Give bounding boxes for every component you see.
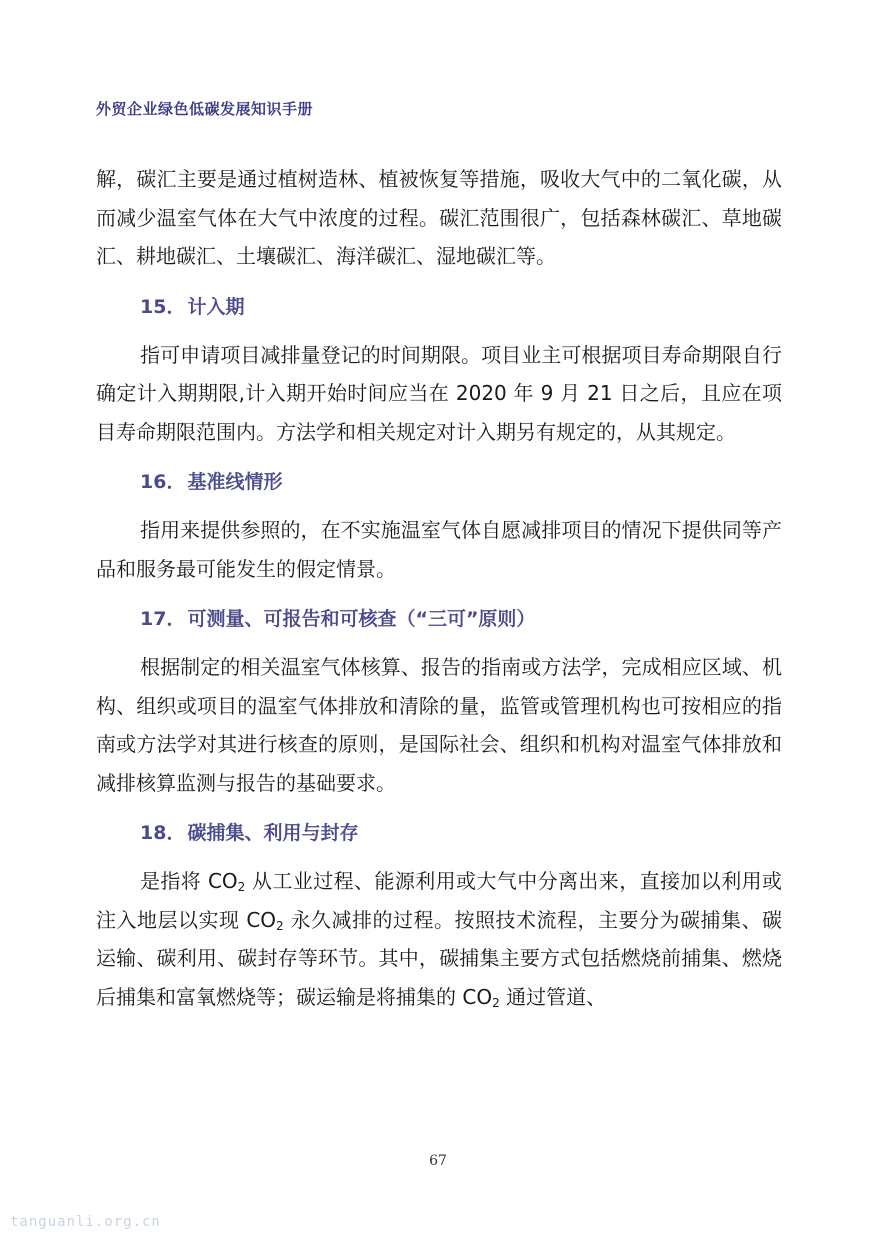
section-17-body: 根据制定的相关温室气体核算、报告的指南或方法学，完成相应区域、机构、组织或项目的温室气体排放和清除的量，监管或管理机构也可按相应的指南或方法学对其进行核查的原则，是国际社会、组织和机构对温室气体排放和减排核算监测与报告的基础要求。 (96, 655, 782, 795)
watermark: tanguanli.org.cn (10, 1214, 161, 1230)
section-title: 计入期 (187, 295, 245, 318)
running-header: 外贸企业绿色低碳发展知识手册 (96, 100, 314, 118)
body-text: 从工业过程、能源利用或大气中分离出来，直接加以利用或注入地层以实现 CO (96, 869, 782, 932)
section-number: 18． (140, 822, 186, 844)
body-text: 通过管道、 (499, 984, 607, 1009)
page-body (96, 160, 782, 1016)
section-number: 15． (140, 295, 186, 318)
section-15-body: 指可申请项目减排量登记的时间期限。项目业主可根据项目寿命期限自行确定计入期期限,计入期开始时间应当在 2020 年 9 月 21 日之后，且应在项目寿命期限范围内。方法学和相关规定对计入期另有规定的，从其规定。 (96, 342, 782, 444)
section-number: 16． (140, 471, 186, 493)
subscript: 2 (492, 995, 500, 1010)
section-title: 碳捕集、利用与封存 (187, 822, 359, 844)
section-number: 17． (140, 608, 186, 630)
section-16-body: 指用来提供参照的，在不实施温室气体自愿减排项目的情况下提供同等产品和服务最可能发生的假定情景。 (96, 518, 782, 581)
subscript: 2 (276, 918, 284, 933)
body-text: 是指将 CO (140, 869, 238, 893)
body-text: 永久减排的过程。按照技术流程，主要分为碳捕集、碳运输、碳利用、碳封存等环节。其中，碳捕集主要方式包括燃烧前捕集、燃烧后捕集和富氧燃烧等；碳运输是将捕集的 CO (96, 907, 782, 1009)
section-17-heading (96, 600, 782, 638)
section-18-body (96, 862, 782, 1016)
section-title: 基准线情形 (187, 471, 283, 493)
page-number: 67 (429, 1153, 447, 1169)
section-15-heading (96, 288, 782, 326)
subscript: 2 (237, 880, 246, 894)
section-title: 可测量、可报告和可核查（“三可”原则） (187, 608, 536, 630)
section-16-heading (96, 463, 782, 501)
section-18-heading (96, 814, 782, 852)
intro-paragraph: 解，碳汇主要是通过植树造林、植被恢复等措施，吸收大气中的二氧化碳，从而减少温室气体在大气中浓度的过程。碳汇范围很广，包括森林碳汇、草地碳汇、耕地碳汇、土壤碳汇、海洋碳汇、湿地碳汇等。 (96, 167, 782, 268)
